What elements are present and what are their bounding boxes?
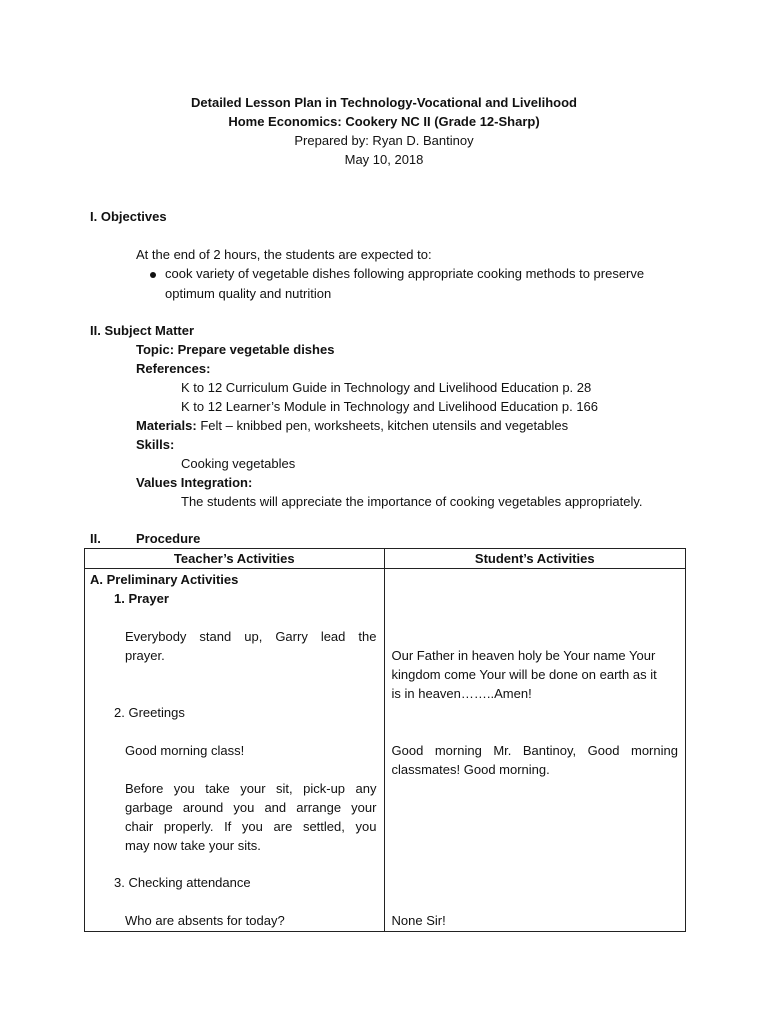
word: sit, [276,781,293,796]
word: take [205,781,230,796]
word: Mr. [493,743,512,758]
preliminary-activities: A. Preliminary Activities [90,572,239,587]
values-label: Values Integration: [136,475,253,490]
materials-value: Felt – knibbed pen, worksheets, kitchen utensils and vegetables [196,418,569,433]
garbage-line2 [125,800,377,815]
topic: Topic: Prepare vegetable dishes [136,342,335,357]
word: and [264,800,287,815]
word: lead [320,629,346,644]
item-prayer: 1. Prayer [114,591,169,606]
skills-value: Cooking vegetables [181,456,296,471]
word: your [240,781,266,796]
word: properly. [163,819,214,834]
student-prayer-line3: is in heaven……..Amen! [391,686,532,701]
item-checking-attendance: 3. Checking attendance [114,875,251,890]
teacher-activities-cell [85,569,385,932]
word: Good [587,743,620,758]
student-prayer-line1: Our Father in heaven holy be Your name Your [391,648,656,663]
objective-bullet-line2: optimum quality and nutrition [165,286,332,301]
procedure-heading: Procedure [136,531,201,546]
garbage-line3 [125,819,377,834]
references-label: References: [136,361,211,376]
procedure-number: II. [90,531,101,546]
word: up, [244,629,263,644]
word: you [233,800,255,815]
doc-date: May 10, 2018 [344,152,424,167]
doc-subtitle: Home Economics: Cookery NC II (Grade 12-Sharp) [228,114,540,129]
student-column-header: Student’s Activities [384,549,686,569]
materials-line [136,418,568,433]
word: Bantinoy, [522,743,577,758]
garbage-line4: may now take your sits. [125,838,261,853]
bullet-icon [150,272,156,278]
word: settled, [302,819,345,834]
prayer-instruction-line1 [125,629,377,644]
word: around [182,800,224,815]
word: Before [125,781,164,796]
word: Good [391,743,424,758]
reference-2: K to 12 Learner’s Module in Technology and Livelihood Education p. 166 [181,399,599,414]
values-value: The students will appreciate the importance of cooking vegetables appropriately. [181,494,643,509]
word: Garry [275,629,308,644]
doc-title: Detailed Lesson Plan in Technology-Vocational and Livelihood [191,95,577,110]
word: Everybody [125,629,187,644]
skills-label: Skills: [136,437,175,452]
word: pick-up [303,781,346,796]
objectives-intro: At the end of 2 hours, the students are expected to: [136,247,432,262]
word: If [224,819,232,834]
student-activities-cell [384,569,686,932]
procedure-table [84,548,686,932]
student-greeting-line1 [392,743,679,758]
word: morning [434,743,482,758]
prayer-instruction-line2: prayer. [125,648,165,663]
student-absent-reply: None Sir! [391,913,446,928]
word: you [241,819,263,834]
absent-question: Who are absents for today? [125,913,285,928]
word: are [273,819,293,834]
item-greetings: 2. Greetings [114,705,185,720]
materials-label: Materials: [136,418,197,433]
word: garbage [125,800,173,815]
student-prayer-line2: kingdom come Your will be done on earth as it [391,667,657,682]
word: arrange [296,800,342,815]
word: stand [199,629,232,644]
word: you [355,819,377,834]
reference-1: K to 12 Curriculum Guide in Technology and Livelihood Education p. 28 [181,380,592,395]
word: you [173,781,195,796]
teacher-greeting: Good morning class! [125,743,245,758]
garbage-line1 [125,781,377,796]
objectives-heading: I. Objectives [90,209,167,224]
subject-matter-heading: II. Subject Matter [90,323,195,338]
teacher-column-header: Teacher’s Activities [85,549,385,569]
objective-bullet-line1: cook variety of vegetable dishes following appropriate cooking methods to preserve [165,266,645,281]
word: the [358,629,377,644]
word: any [355,781,377,796]
prepared-by: Prepared by: Ryan D. Bantinoy [294,133,474,148]
word: morning [630,743,678,758]
word: your [351,800,377,815]
word: chair [125,819,154,834]
student-greeting-line2: classmates! Good morning. [391,762,550,777]
